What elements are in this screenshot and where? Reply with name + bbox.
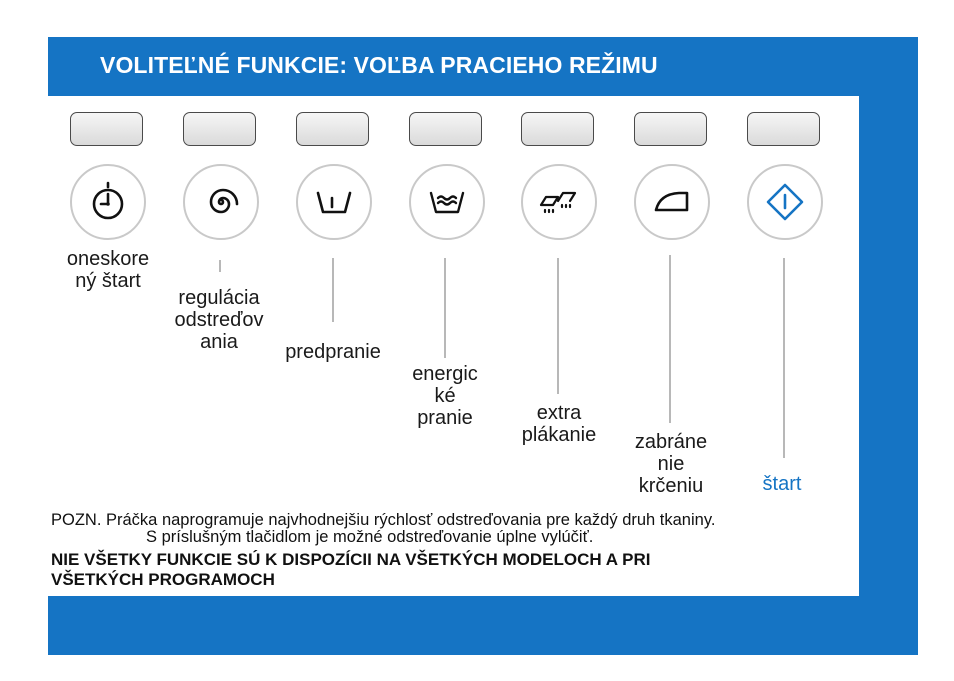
extra-rinse-icon (521, 164, 597, 240)
connector-line (669, 255, 671, 423)
connector-line (332, 258, 334, 322)
start-button[interactable] (747, 112, 820, 146)
intensive-wash-button[interactable] (409, 112, 482, 146)
label-prewash: predpranie (285, 341, 381, 363)
connector-line (219, 260, 221, 272)
start-power-icon (747, 164, 823, 240)
anti-crease-iron-icon (634, 164, 710, 240)
note-line: POZN. Práčka naprogramuje najvhodnejšiu rýchlosť odstreďovania pre každý druh tkaniny. (51, 511, 716, 529)
connector-line (783, 258, 785, 458)
connector-line (557, 258, 559, 394)
label-delayed-start: oneskore ný štart (66, 248, 150, 292)
spin-control-button[interactable] (183, 112, 256, 146)
label-spin-control: regulácia odstreďov ania (174, 287, 264, 353)
extra-rinse-button[interactable] (521, 112, 594, 146)
anti-crease-button[interactable] (634, 112, 707, 146)
delayed-start-button[interactable] (70, 112, 143, 146)
note-line: S príslušným tlačidlom je možné odstreďovanie úplne vylúčiť. (146, 528, 594, 546)
label-extra-rinse: extra plákanie (521, 402, 597, 446)
label-anti-crease: zabráne nie krčeniu (634, 431, 708, 497)
page-title: VOLITEĽNÉ FUNKCIE: VOĽBA PRACIEHO REŽIMU (100, 52, 658, 78)
prewash-tub-icon (296, 164, 372, 240)
connector-line (444, 258, 446, 358)
spin-spiral-icon (183, 164, 259, 240)
intensive-wash-tub-icon (409, 164, 485, 240)
label-start: štart (762, 473, 802, 495)
warning-line: VŠETKÝCH PROGRAMOCH (51, 570, 275, 589)
warning-line: NIE VŠETKY FUNKCIE SÚ K DISPOZÍCII NA VŠETKÝCH MODELOCH A PRI (51, 550, 651, 569)
prewash-button[interactable] (296, 112, 369, 146)
label-intensive-wash: energic ké pranie (412, 363, 478, 429)
delayed-start-clock-icon (70, 164, 146, 240)
